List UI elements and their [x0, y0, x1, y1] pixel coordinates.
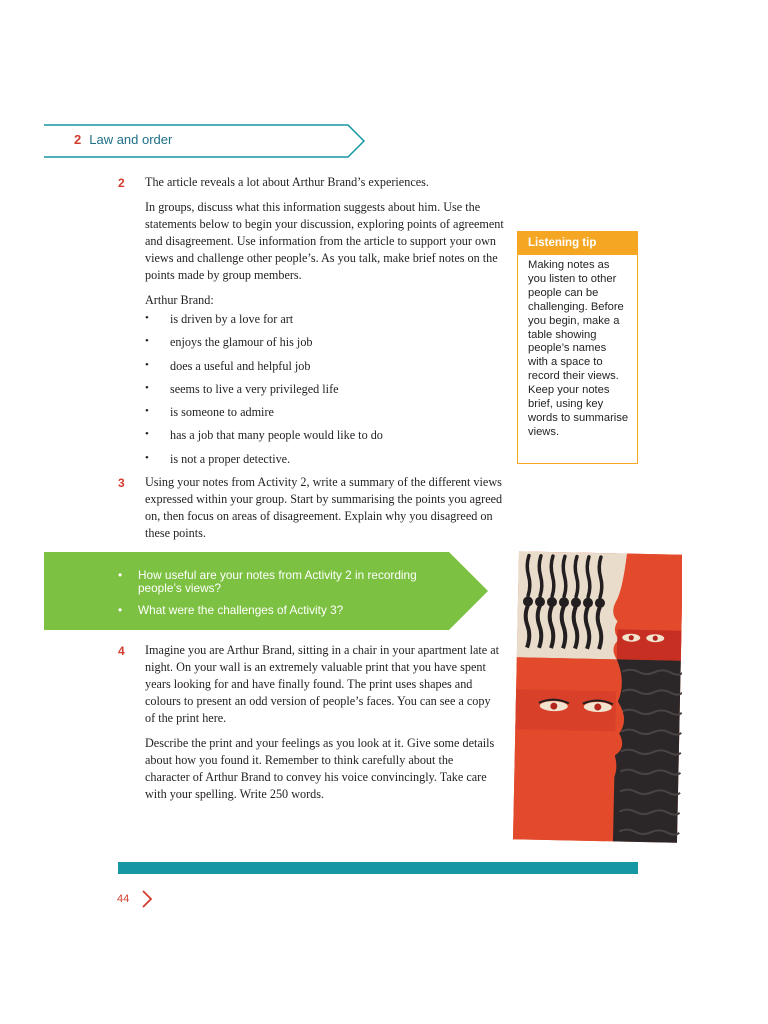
- statement-list: [145, 312, 505, 475]
- activity-4: [145, 642, 501, 811]
- statement-item: • does a useful and helpful job: [145, 359, 505, 382]
- page-number: 44: [117, 893, 130, 905]
- activity-2-intro: The article reveals a lot about Arthur Brand’s experiences.: [145, 175, 429, 189]
- activity-3-text: Using your notes from Activity 2, write a summary of the different views expressed within your group. Start by summarising the points you agreed on, then focus on areas of disagreement. Explain why you disagreed on these points.: [145, 475, 503, 540]
- activity-3-number: 3: [118, 476, 125, 490]
- activity-2: [145, 174, 505, 317]
- next-page-chevron-icon[interactable]: [141, 889, 153, 909]
- reflection-questions: [118, 569, 458, 627]
- listening-tip-body: Making notes as you listen to other people can be challenging. Before you begin, make a table showing people’s names with a space to record their views. Keep your notes brief, using key words to summarise views.: [528, 259, 629, 438]
- reflection-question: • What were the challenges of Activity 3?: [118, 604, 458, 617]
- reflection-question: • How useful are your notes from Activity 2 in recording people’s views?: [118, 569, 458, 594]
- statement-item: • enjoys the glamour of his job: [145, 335, 505, 358]
- faces-print-illustration: [512, 551, 682, 843]
- activity-2-instructions: In groups, discuss what this information suggests about him. Use the statements below to begin your discussion, exploring points of agreement and disagreement. Use information from the article to support your own views and challenge other people’s. As you talk, make brief notes on the points made by group members.: [145, 200, 504, 282]
- statement-list-title: Arthur Brand:: [145, 293, 214, 307]
- statement-item: • is driven by a love for art: [145, 312, 505, 335]
- statement-item: • seems to live a very privileged life: [145, 382, 505, 405]
- activity-2-number: 2: [118, 176, 125, 190]
- listening-tip-box: [517, 231, 638, 464]
- activity-4-paragraph-2: Describe the print and your feelings as you look at it. Give some details about how you found it. Remember to think carefully about the character of Arthur Brand to convey his voice convincingly. Take care with your spelling. Write 250 words.: [145, 736, 495, 801]
- listening-tip-title: Listening tip: [518, 232, 637, 255]
- activity-4-number: 4: [118, 644, 125, 658]
- footer-bar: [118, 862, 638, 874]
- chapter-number: 2: [74, 132, 82, 147]
- activity-4-paragraph-1: Imagine you are Arthur Brand, sitting in a chair in your apartment late at night. On your wall is an extremely valuable print that you have spent years looking for and have finally found. The print uses shapes and colours to present an odd version of people’s faces. You can see a copy of the print here.: [145, 643, 500, 725]
- statement-item: • is not a proper detective.: [145, 452, 505, 475]
- chapter-title-text: Law and order: [89, 132, 173, 147]
- chapter-title: [74, 132, 172, 147]
- statement-item: • has a job that many people would like to do: [145, 428, 505, 451]
- statement-item: • is someone to admire: [145, 405, 505, 428]
